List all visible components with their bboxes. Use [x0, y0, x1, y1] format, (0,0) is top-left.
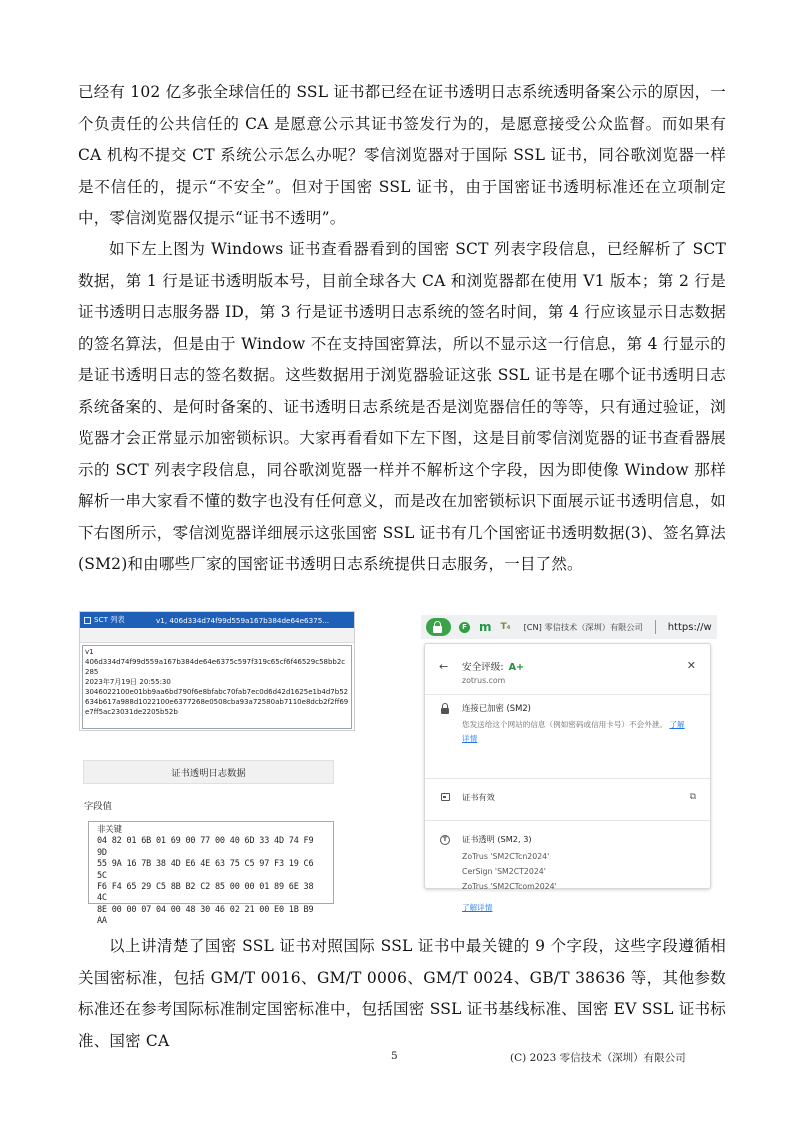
transparency-title: 证书透明 (SM2, 3) [462, 834, 532, 844]
extension-icon-3[interactable]: T₄ [500, 622, 511, 632]
extension-icon-2[interactable]: m [479, 620, 492, 634]
address-bar [421, 615, 717, 639]
sct-field-row[interactable] [80, 612, 354, 628]
sct-line: v1 [85, 648, 94, 656]
divider [425, 820, 710, 821]
security-popup [424, 643, 711, 912]
site-identity-label: [CN] 零信技术（深圳）有限公司 [523, 621, 643, 632]
transparency-icon: T [440, 835, 450, 845]
certificate-valid-label: 证书有效 [462, 792, 495, 802]
security-header [425, 654, 710, 688]
connection-title: 连接已加密 (SM2) [462, 703, 531, 713]
field-separator [80, 628, 354, 643]
field-icon [84, 617, 91, 624]
divider [655, 620, 656, 634]
footer-copyright: (C) 2023 零信技术（深圳）有限公司 [510, 1052, 686, 1064]
hex-line: 8E 00 00 07 04 00 48 30 46 02 21 00 E0 1B B9 AA [97, 904, 314, 927]
paragraph-3: 以上讲清楚了国密 SSL 证书对照国际 SSL 证书中最关键的 9 个字段，这些字段遵循相关国密标准，包括 GM/T 0016、GM/T 0006、GM/T 0024、GB/T 38636 等，其他参数标准还在参考国际标准制定国密标准中，包括国密 SSL 证书基线标准、国密 EV SSL 证书标准、国密 CA [78, 937, 726, 1050]
sct-field-name: SCT 列表 [94, 615, 125, 624]
sct-line: 2023年7月19日 20:55:30 [85, 678, 171, 686]
lock-icon [441, 703, 449, 714]
hex-line: 55 9A 16 7B 38 4D E6 4E 63 75 C5 97 F3 19 C6 5C [97, 859, 314, 881]
ct-log-item: ZoTrus 'SM2CTcn2024' [462, 852, 550, 861]
back-arrow-icon[interactable]: ← [439, 660, 449, 673]
field-value-label: 字段值 [84, 801, 112, 812]
ct-data-screenshot [83, 760, 334, 927]
sct-line: 406d334d74f99d559a167b384de64e6375c597f319c65cf6f46529c58bb2c285 [85, 658, 346, 676]
ct-log-item: ZoTrus 'SM2CTcom2024' [462, 882, 557, 891]
hex-value-box[interactable] [88, 821, 334, 927]
lock-button[interactable] [426, 618, 451, 636]
learn-more-link[interactable]: 了解详情 [462, 720, 685, 743]
ct-log-list [462, 849, 557, 894]
paragraph-1: 已经有 102 亿多张全球信任的 SSL 证书都已经在证书透明日志系统透明备案公示的原因，一个负责任的公共信任的 CA 是愿意公示其证书签发行为的，是愿意接受公众监督。而如果有 CA 机构不提交 CT 系统公示怎么办呢？零信浏览器对于国际 SSL 证书，同谷歌浏览器一样是不信任的，提示“不安全”。但对于国密 SSL 证书，由于国密证书透明标准还在立项制定中，零信浏览器仅提示“证书不透明”。 [78, 83, 726, 227]
external-link-icon[interactable]: ⧉ [689, 792, 696, 802]
hex-line: 非关键 [97, 825, 122, 835]
browser-security-screenshot [421, 615, 717, 912]
page-number: 5 [391, 1050, 398, 1062]
divider [425, 778, 710, 779]
ct-data-title: 证书透明日志数据 [83, 760, 334, 784]
security-rating-label: 安全评级: [462, 662, 504, 673]
security-grade: A+ [508, 662, 525, 673]
sct-list-screenshot [79, 611, 355, 731]
close-icon[interactable]: ✕ [686, 659, 696, 672]
connection-description: 您发送给这个网站的信息（例如密码或信用卡号）不会外泄。 [462, 720, 668, 729]
sct-detail-box[interactable] [82, 645, 352, 729]
hex-line: F6 F4 65 29 C5 8B B2 C2 85 00 00 01 89 6E 38 4C [97, 882, 314, 904]
url-text[interactable]: https://w [667, 621, 712, 633]
sct-line: 3046022100e01bb9aa6bd790f6e8bfabc70fab7ec0d6d42d1625e1b4d7b52634b617a988d1022100e6377268e0508cba93a72580ab7110e8dcb2f2ff69e7ff5ac23031de2205b52b [85, 688, 349, 716]
certificate-icon [441, 793, 450, 801]
paragraph-2: 如下左上图为 Windows 证书查看器看到的国密 SCT 列表字段信息，已经解析了 SCT 数据，第 1 行是证书透明版本号，目前全球各大 CA 和浏览器都在使用 V1 版本；第 2 行是证书透明日志服务器 ID，第 3 行是证书透明日志系统的签名时间，第 4 行应该显示日志数据的签名算法，但是由于 Window 不在支持国密算法，所以不显示这一行信息，第 4 行显示的是证书透明日志的签名数据。这些数据用于浏览器验证这张 SSL 证书是在哪个证书透明日志系统备案的、是何时备案的、证书透明日志系统是否是浏览器信任的等等，只有通过验证，浏览器才会正常显示加密锁标识。大家再看看如下左下图，这是目前零信浏览器的证书查看器展示的 SCT 列表字段信息，同谷歌浏览器一样并不解析这个字段，因为即使像 Window 那样解析一串大家看不懂的数字也没有任何意义，而是改在加密锁标识下面展示证书透明信息，如下右图所示，零信浏览器详细展示这张国密 SSL 证书有几个国密证书透明数据(3)、签名算法(SM2)和由哪些厂家的国密证书透明日志系统提供日志服务，一目了然。 [78, 240, 726, 573]
extension-icon-1[interactable]: F [459, 622, 470, 633]
hex-line: 04 82 01 6B 01 69 00 77 00 40 6D 33 4D 74 F9 9D [97, 836, 314, 858]
site-domain: zotrus.com [462, 676, 506, 685]
sct-field-value: v1, 406d334d74f99d559a167b384de64e6375... [156, 615, 330, 625]
learn-more-link-2[interactable]: 了解详情 [462, 903, 493, 912]
ct-log-item: CerSign 'SM2CT2024' [462, 867, 546, 876]
divider [425, 694, 710, 695]
